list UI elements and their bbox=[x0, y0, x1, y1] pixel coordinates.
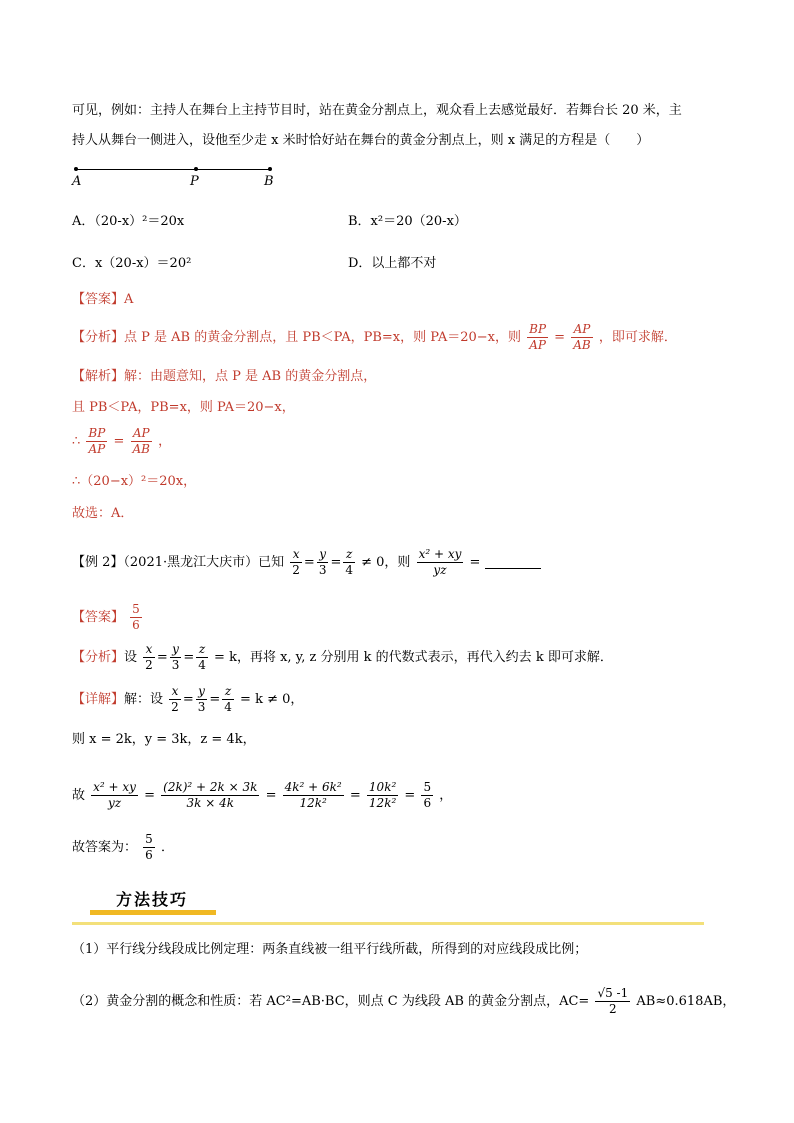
ex2-detail-line: 【详解】解：设 $\frac{x}{2}$ = $\frac{y}{3}$ = $\frac{z}{4}$ = k ≠ 0， bbox=[72, 684, 304, 714]
solution-text: 解：由题意知，点 P 是 AB 的黄金分割点， bbox=[124, 369, 377, 384]
answer-value: A bbox=[124, 292, 134, 307]
point-a-dot bbox=[74, 167, 78, 171]
fraction-ap-ab-2: $\frac{AP}{AB}$ bbox=[132, 426, 150, 456]
ex2-final-answer: 故答案为： $\frac{5}{6}$ ． bbox=[72, 832, 174, 862]
answer-tag: 【答案】 bbox=[72, 292, 125, 307]
ex1-answer-line bbox=[72, 290, 133, 310]
problem-line-1: 可见，例如：主持人在舞台上主持节目时，站在黄金分割点上，观众看上去感觉最好．若舞台长 20 米，主 bbox=[72, 103, 682, 118]
analysis-tag: 【分析】 bbox=[72, 330, 125, 345]
answer-tag: 【答案】 bbox=[72, 610, 125, 625]
ex1-solution-line bbox=[72, 367, 376, 387]
ex2-source: （2021·黑龙江大庆市）已知 bbox=[123, 555, 285, 570]
fraction-ap-ab: $\frac{AP}{AB}$ bbox=[573, 322, 591, 352]
option-a: A．（20-x）²＝20x bbox=[72, 214, 185, 229]
golden-ratio-fraction: $\frac{√5 -1}{2}$ bbox=[597, 986, 629, 1016]
label-b: B bbox=[264, 174, 274, 189]
ex2-substitution: 则 x = 2k，y = 3k，z = 4k， bbox=[72, 732, 256, 747]
label-a: A bbox=[72, 174, 82, 189]
analysis-text: 点 P 是 AB 的黄金分割点，且 PB＜PA，PB=x，则 PA＝20−x，则 bbox=[124, 330, 521, 345]
method-title-underline bbox=[90, 910, 216, 915]
section-divider bbox=[72, 922, 704, 925]
ex2-calculation: 故 $\frac{\text{x² + xy}}{yz}$ = $\frac{\text{(2k)² + 2k × 3k}}{3k \times 4k}$ = $\frac{\text{4k² + 6k²}}{\text{12k²}}$ = $\frac{\text{10k²}}{\text{12k²}}$ = $\frac{5}{6}$ ， bbox=[72, 780, 453, 810]
question-fraction: $\frac{\text{x² + xy}}{yz}$ bbox=[418, 547, 462, 577]
analysis-tag: 【分析】 bbox=[72, 650, 125, 665]
answer-blank bbox=[485, 556, 541, 569]
solution-tag: 【解析】 bbox=[72, 369, 125, 384]
method-item-1: （1）平行线分线段成比例定理：两条直线被一组平行线所截，所得到的对应线段成比例； bbox=[72, 942, 588, 957]
option-c: C．x（20-x）＝20² bbox=[72, 256, 192, 271]
ex2-question-line: 【例 2】（2021·黑龙江大庆市）已知 $\frac{x}{2}$ = $\frac{y}{3}$ = $\frac{z}{4}$ ≠ 0，则 $\frac{\text{x² + xy}}{yz}$ = bbox=[72, 545, 541, 581]
answer-fraction: $\frac{5}{6}$ bbox=[132, 602, 140, 632]
method-title: 方法技巧 bbox=[116, 890, 189, 909]
ex2-tag: 【例 2】 bbox=[72, 555, 124, 570]
ex2-analysis-line: 【分析】设 $\frac{x}{2}$ = $\frac{y}{3}$ = $\frac{z}{4}$ = k，再将 x, y, z 分别用 k 的代数式表示，再代入约去 k 即可求解． bbox=[72, 642, 613, 672]
problem-line-2: 持人从舞台一侧进入，设他至少走 x 米时恰好站在舞台的黄金分割点上，则 x 满足的方程是（ ） bbox=[72, 133, 650, 148]
method-item-2: （2）黄金分割的概念和性质：若 AC²=AB·BC，则点 C 为线段 AB 的黄金分割点，AC= $\frac{√5 -1}{2}$ AB≈0.618AB， bbox=[72, 986, 736, 1016]
fraction-bp-ap: $\frac{BP}{AP}$ bbox=[529, 322, 547, 352]
ex2-answer-line bbox=[72, 600, 144, 636]
point-p-dot bbox=[194, 167, 198, 171]
option-b: B．x²＝20（20-x） bbox=[348, 214, 467, 229]
ex1-solution-line-4: ∴（20−x）²＝20x， bbox=[72, 474, 197, 489]
fraction-bp-ap-2: $\frac{BP}{AP}$ bbox=[88, 426, 106, 456]
ex1-solution-line-3: ∴ $\frac{BP}{AP}$ = $\frac{AP}{AB}$ ， bbox=[72, 426, 172, 456]
detail-tag: 【详解】 bbox=[72, 692, 125, 707]
point-b-dot bbox=[268, 167, 272, 171]
option-d: D．以上都不对 bbox=[348, 256, 437, 271]
label-p: P bbox=[190, 174, 199, 189]
analysis-end: ，即可求解． bbox=[598, 330, 677, 345]
ex1-solution-line-2: 且 PB＜PA，PB=x，则 PA＝20−x， bbox=[72, 400, 295, 415]
ex1-analysis-line: 【分析】点 P 是 AB 的黄金分割点，且 PB＜PA，PB=x，则 PA＝20−x，则 $\frac{BP}{AP}$ = $\frac{AP}{AB}$ ，即可求解． bbox=[72, 322, 677, 352]
ex1-solution-line-5: 故选：A． bbox=[72, 506, 134, 521]
segment-ab bbox=[76, 169, 270, 170]
